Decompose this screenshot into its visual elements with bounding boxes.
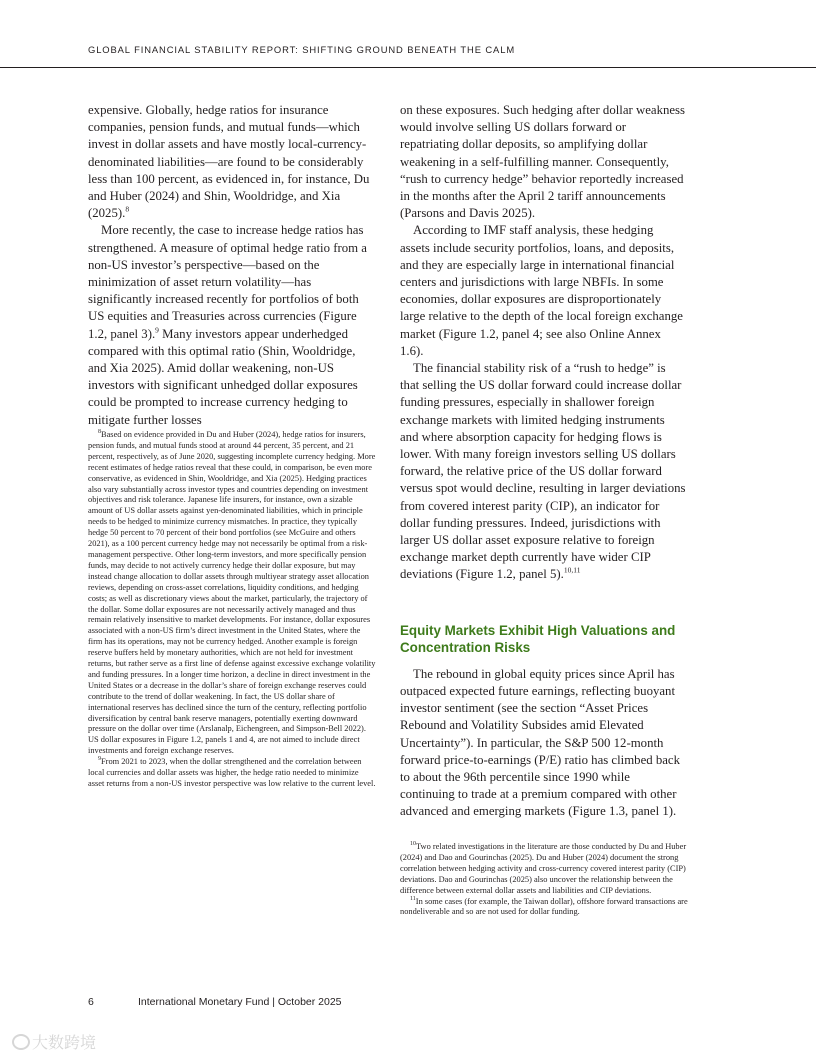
footnote-number: 10 <box>410 841 416 848</box>
body-paragraph: expensive. Globally, hedge ratios for insurance companies, pension funds, and mutual funds—which invest in dollar assets and have mostly local-currency-denominated liabilities—are found to be considerably less than 100 percent, as evidenced in, for instance, Du and Huber (2024) and Shin, Wooldridge, and Xia (2025).$^8$ <box>88 103 370 221</box>
watermark-logo-icon <box>12 1034 30 1050</box>
right-column <box>400 102 686 821</box>
footnotes-left <box>88 430 376 790</box>
footnote-number: 8 <box>98 429 101 436</box>
footnote: $^{11}$In some cases (for example, the Taiwan dollar), offshore forward transactions are nondeliverable and so are not used for dollar funding. <box>400 895 688 917</box>
left-column <box>88 102 374 429</box>
body-paragraph: The rebound in global equity prices since April has outpaced expected future earnings, reflecting buoyant investor sentiment (see the section “Asset Prices Rebound and Volatility Subsides amid Elevated Uncertainty”). In particular, the S&P 500 12-month forward price-to-earnings (P/E) ratio has climbed back to about the 96th percentile since 1990 while continuing to trade at a premium compared with other advanced and emerging markets (Figure 1.3, panel 1). <box>400 666 681 819</box>
footnote-ref[interactable]: 10,11 <box>563 566 581 576</box>
footnote-ref[interactable]: 8 <box>125 204 130 214</box>
section-heading: Equity Markets Exhibit High Valuations and Concentration Risks <box>400 622 676 655</box>
body-paragraph: on these exposures. Such hedging after dollar weakness would involve selling US dollars forward or repatriating dollar deposits, so amplifying dollar weakening in a self-fulfilling manner. Consequently, “rush to currency hedge” behavior reportedly increased in the months after the April 2 tariff announcements (Parsons and Davis 2025). <box>400 103 686 221</box>
header-rule <box>0 67 816 68</box>
footer-publication: International Monetary Fund | October 2025 <box>138 996 342 1008</box>
body-paragraph: The financial stability risk of a “rush to hedge” is that selling the US dollar forward could increase dollar funding pressures, especially in shallower foreign exchange markets with limited hedging instruments and where absorption capacity for hedging flows is lower. With many foreign investors selling US dollars forward, the relative price of the US dollar forward versus spot would decline, resulting in larger deviations from covered interest parity (CIP), an indicator for dollar funding pressures. Indeed, jurisdictions with larger US dollar asset exposure relative to foreign exchange market depth currently have wider CIP deviations (Figure 1.2, panel 5).$^{10,11}$ <box>400 361 686 582</box>
footnote: $^8$Based on evidence provided in Du and Huber (2024), hedge ratios for insurers, pension funds, and mutual funds stood at around 44 percent, 35 percent, and 21 percent, respectively, as of June 2020, suggesting incomplete currency hedging. More recent estimates of hedge ratios reveal that these could, in comparison, be even more conservative, as evidenced in Shin, Wooldridge, and Xia (2025). Hedging practices also vary substantially across investor types and countries depending on investment objectives and risk tolerance. Japanese life insurers, for instance, own a sizable amount of US dollar assets against yen-denominated liabilities, which in principle needs to be hedged to minimize currency mismatches. In practice, they typically hedge 50 percent to 70 percent of their bond portfolios (see McGuire and others 2021), as a 100 percent currency hedge may not necessarily be optimal from a risk-management perspective. Other long-term investors, and more specifically pension funds, may decide to not actively currency hedge their dollar exposure, but may instead change allocation to dollar assets through multiyear strategy asset allocation reviews, depending on cross-asset correlations, liquidity conditions, and hedging costs; as well as discretionary views about the market, particularly, the trajectory of the dollar. Some dollar exposures are not necessarily actively managed and thus remain relatively insensitive to market developments. For instance, dollar exposures associated with a non-US firm’s direct investment in the United States, where the firm has its operations, may not be currency hedged. Another example is foreign reserve buffers held by monetary authorities, which are not held for investment returns, but rather serve as a first line of defense against excessive exchange volatility and funding pressures. In a longer time horizon, a decline in direct investment in the United States or a decrease in the dollar’s share of foreign exchange reserves could contribute to the trend of dollar weakening. In fact, the US dollar share of international reserves has declined since the turn of the century, reflecting portfolio diversification by central bank reserve managers, potentially exerting downward pressure on the dollar over time (Arslanalp, Eichengreen, and Simpson-Bell 2022). US dollar exposures in Figure 1.2, panels 1 and 4, are not aimed to include direct investments and foreign exchange reserves. <box>88 429 376 756</box>
footnote-number: 9 <box>98 756 101 763</box>
body-paragraph: According to IMF staff analysis, these hedging assets include security portfolios, loans, and deposits, and they are especially large in international financial centers and jurisdictions with large NBFIs. In some economies, dollar exposures are disproportionately large relative to the depth of the local foreign exchange market (Figure 1.2, panel 4; see also Online Annex 1.6). <box>400 223 683 358</box>
footnotes-right <box>400 842 688 918</box>
watermark: 大数跨境 <box>12 1030 112 1050</box>
page-number: 6 <box>88 996 94 1008</box>
running-header: GLOBAL FINANCIAL STABILITY REPORT: SHIFTING GROUND BENEATH THE CALM <box>88 44 516 55</box>
footnote-number: 11 <box>410 895 416 902</box>
footnote-ref[interactable]: 9 <box>155 325 159 335</box>
footnote: $^9$From 2021 to 2023, when the dollar strengthened and the correlation between local currencies and dollar assets was higher, the hedge ratio needed to minimize asset returns from a non-US investor perspective was low relative to the current level. <box>88 756 376 788</box>
footnote: $^{10}$Two related investigations in the literature are those conducted by Du and Huber (2024) and Dao and Gourinchas (2025). Du and Huber (2024) document the strong correlation between hedging activity and cross-currency covered interest parity (CIP) deviations. Dao and Gourinchas (2025) also uncover the relationship between the difference between external dollar assets and liabilities and CIP deviations. <box>400 841 687 895</box>
body-paragraph: More recently, the case to increase hedge ratios has strengthened. A measure of optimal hedge ratio from a non-US investor’s perspective—based on the minimization of asset return volatility—has significantly increased recently for portfolios of both US equities and Treasuries across currencies (Figure 1.2, panel 3).$^9$ Many investors appear underhedged compared with this optimal ratio (Shin, Wooldridge, and Xia 2025). Amid dollar weakening, non-US investors with significant unhedged dollar exposures could be prompted to increase currency hedging to mitigate further losses <box>88 223 367 427</box>
